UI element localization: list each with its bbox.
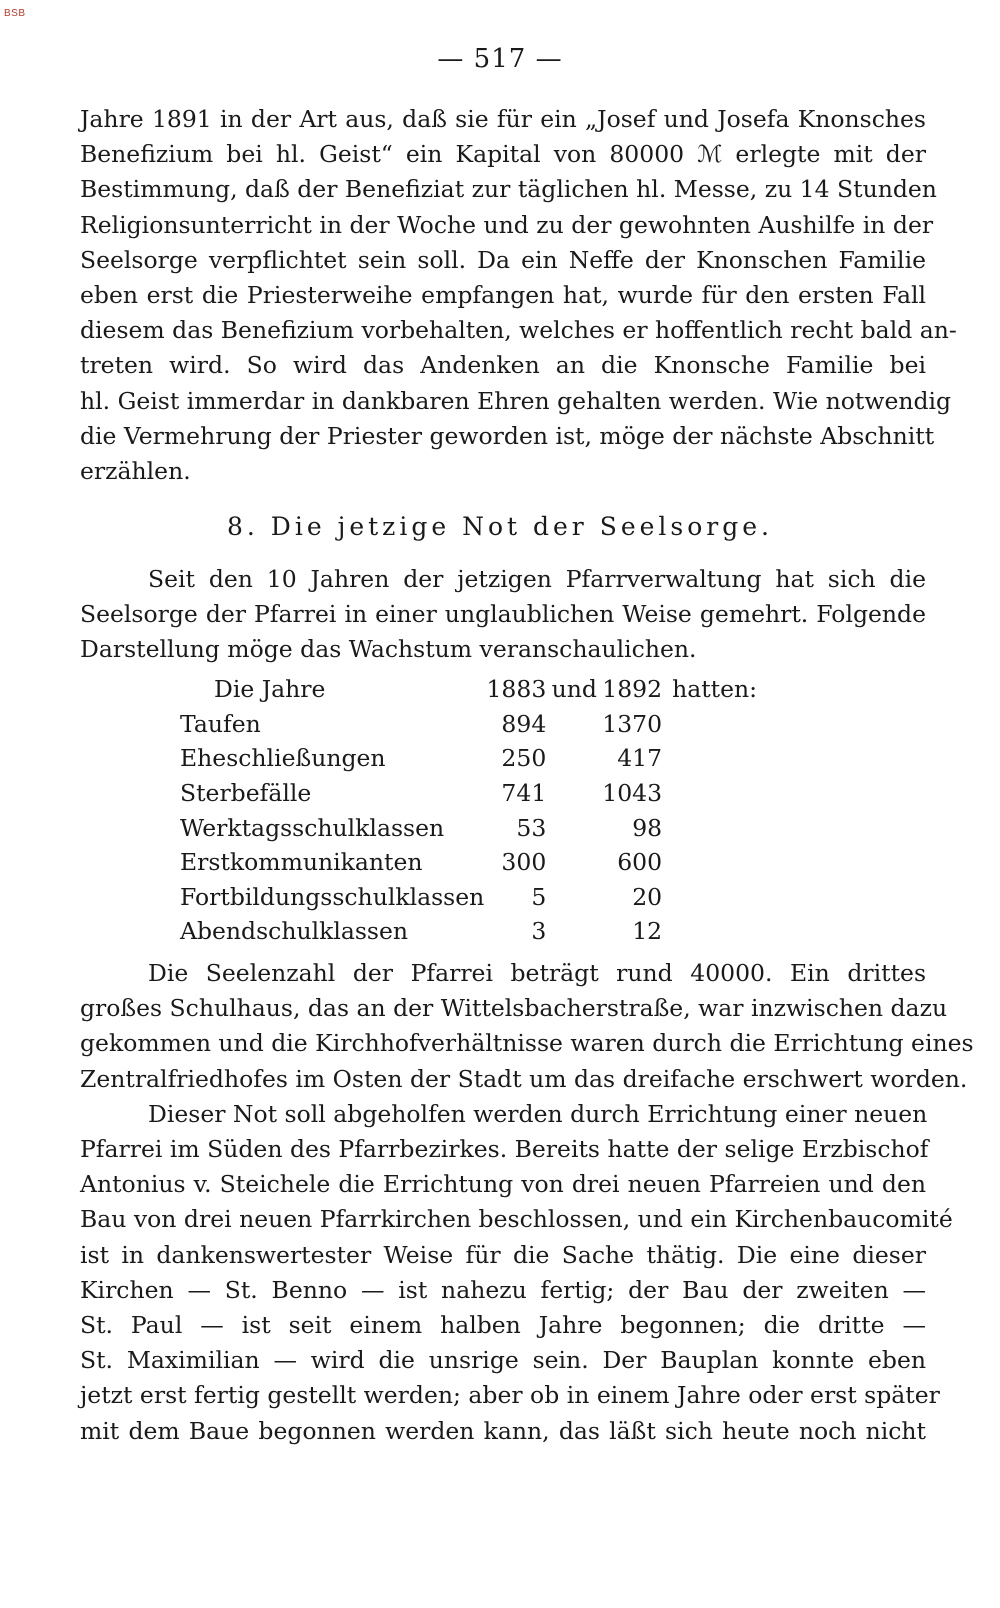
value-1883: 300	[501, 848, 547, 877]
text-line: Benefizium bei hl. Geist“ ein Kapital von 80000 ℳ erlegte mit der	[80, 140, 926, 169]
text-line: Dieser Not soll abgeholfen werden durch Errichtung einer neuen	[148, 1099, 928, 1128]
row-label: Taufen	[180, 709, 261, 738]
text-line: Die Seelenzahl der Pfarrei beträgt rund 40000. Ein drittes	[148, 959, 926, 987]
row-label: Erstkommunikanten	[180, 848, 423, 877]
row-label: Sterbefälle	[180, 779, 312, 808]
table-row	[180, 707, 772, 742]
table-row	[180, 741, 772, 776]
table-row	[180, 776, 772, 811]
header-connector: und	[551, 675, 597, 704]
text-line: Zentralfriedhofes im Osten der Stadt um das dreifache erschwert worden.	[80, 1064, 968, 1093]
text-line: Pfarrei im Süden des Pfarrbezirkes. Bereits hatte der selige Erzbischof	[80, 1135, 929, 1164]
text-line: Darstellung möge das Wachstum veranschaulichen.	[80, 635, 697, 664]
text-line: diesem das Benefizium vorbehalten, welches er hoffentlich recht bald an-	[80, 316, 957, 345]
value-1883: 5	[531, 882, 547, 911]
table-row	[180, 810, 772, 845]
value-1883: 3	[531, 917, 547, 946]
text-line: erzählen.	[80, 457, 191, 486]
value-1892: 20	[632, 882, 663, 911]
table-row	[180, 845, 772, 880]
text-line: jetzt erst fertig gestellt werden; aber ob in einem Jahre oder erst später	[80, 1381, 940, 1410]
closing-paragraph	[80, 956, 974, 1449]
text-line: Jahre 1891 in der Art aus, daß sie für ein „Josef und Josefa Knonsches	[80, 105, 926, 133]
text-line: Kirchen — St. Benno — ist nahezu fertig; der Bau der zweiten —	[80, 1275, 926, 1304]
header-suffix: hatten:	[672, 675, 758, 704]
text-line: die Vermehrung der Priester geworden ist, möge der nächste Abschnitt	[80, 421, 935, 450]
library-mark: BSB	[4, 8, 26, 19]
text-line: gekommen und die Kirchhofverhältnisse waren durch die Errichtung eines	[80, 1029, 974, 1058]
value-1892: 1370	[602, 709, 663, 738]
text-line: hl. Geist immerdar in dankbaren Ehren gehalten werden. Wie notwendig	[80, 386, 952, 415]
value-1892: 600	[617, 848, 663, 877]
value-1892: 417	[617, 744, 663, 773]
value-1883: 741	[501, 779, 547, 808]
text-line: Antonius v. Steichele die Errichtung von drei neuen Pfarreien und den	[80, 1170, 926, 1199]
header-year-1892: 1892	[602, 675, 663, 704]
paragraph	[80, 956, 974, 1449]
text-line: St. Maximilian — wird die unsrige sein. Der Bauplan konnte eben	[80, 1346, 926, 1375]
value-1892: 98	[632, 813, 663, 842]
text-line: ist in dankenswertester Weise für die Sache thätig. Die eine dieser	[80, 1240, 926, 1269]
table-row	[180, 880, 772, 915]
row-label: Fortbildungsschulklassen	[180, 882, 485, 911]
text-line: mit dem Baue begonnen werden kann, das läßt sich heute noch nicht	[80, 1416, 926, 1445]
table-header-row	[180, 672, 772, 707]
intro-paragraph	[80, 102, 957, 489]
table-row	[180, 914, 772, 949]
text-line: Seit den 10 Jahren der jetzigen Pfarrverwaltung hat sich die	[148, 565, 926, 593]
text-line: eben erst die Priesterweihe empfangen hat, wurde für den ersten Fall	[80, 281, 926, 310]
value-1883: 894	[501, 709, 547, 738]
text-line: treten wird. So wird das Andenken an die Knonsche Familie bei	[80, 351, 926, 380]
section-intro	[80, 562, 926, 668]
paragraph	[80, 562, 926, 668]
row-label: Eheschließungen	[180, 744, 386, 773]
text-line: Seelsorge verpflichtet sein soll. Da ein Neffe der Knonschen Familie	[80, 245, 926, 274]
page-number: — 517 —	[437, 44, 563, 74]
text-line: Bestimmung, daß der Benefiziat zur täglichen hl. Messe, zu 14 Stunden	[80, 175, 937, 204]
section-heading: 8. Die jetzige Not der Seelsorge.	[227, 512, 773, 541]
row-label: Werktagsschulklassen	[180, 813, 445, 842]
text-line: Seelsorge der Pfarrei in einer unglaublichen Weise gemehrt. Folgende	[80, 600, 926, 629]
statistics-table	[180, 672, 772, 949]
row-label: Abendschulklassen	[180, 917, 409, 946]
value-1892: 1043	[602, 779, 663, 808]
header-label: Die Jahre	[214, 675, 326, 704]
text-line: St. Paul — ist seit einem halben Jahre begonnen; die dritte —	[80, 1311, 926, 1340]
header-year-1883: 1883	[486, 675, 547, 704]
text-line: Religionsunterricht in der Woche und zu der gewohnten Aushilfe in der	[80, 210, 934, 239]
text-line: großes Schulhaus, das an der Wittelsbacherstraße, war inzwischen dazu	[80, 994, 948, 1023]
value-1883: 53	[516, 813, 547, 842]
text-line: Bau von drei neuen Pfarrkirchen beschlossen, und ein Kirchenbaucomité	[80, 1205, 953, 1234]
paragraph	[80, 102, 957, 489]
value-1883: 250	[501, 744, 547, 773]
value-1892: 12	[632, 917, 663, 946]
